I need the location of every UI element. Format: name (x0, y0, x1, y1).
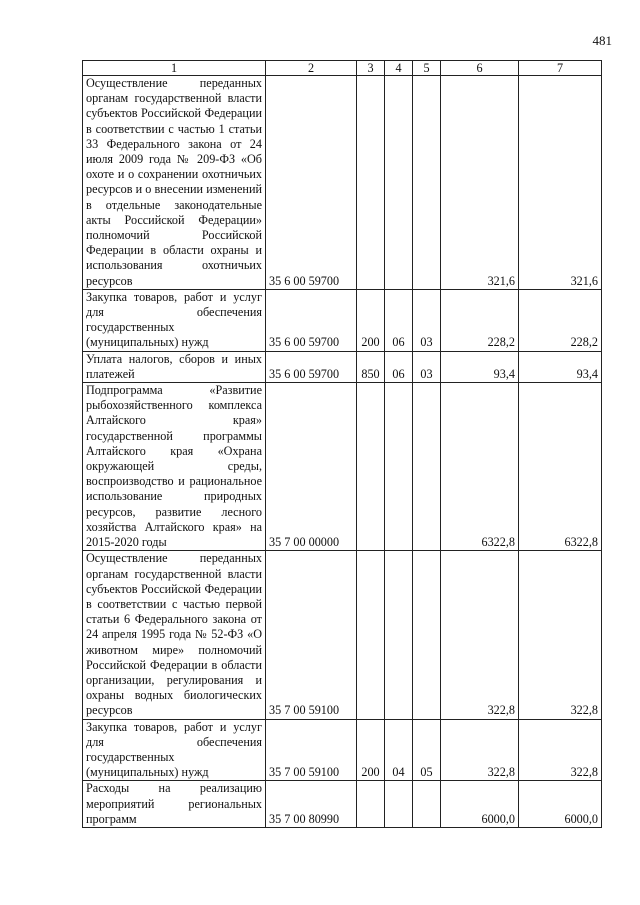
row-code: 35 6 00 59700 (266, 289, 357, 351)
row-pr (413, 383, 441, 551)
table-row (83, 383, 602, 551)
row-pr (413, 781, 441, 828)
row-vr: 850 (357, 351, 385, 382)
row-rz (385, 781, 413, 828)
header-cell: 1 (83, 61, 266, 76)
row-vr: 200 (357, 289, 385, 351)
row-code: 35 7 00 00000 (266, 383, 357, 551)
table-row (83, 289, 602, 351)
row-code: 35 6 00 59700 (266, 76, 357, 290)
table-header-row (83, 61, 602, 76)
row-sum-2: 228,2 (519, 289, 602, 351)
row-sum-1: 322,8 (441, 551, 519, 719)
row-name: Уплата налогов, сборов и иных платежей (83, 351, 266, 382)
header-cell: 6 (441, 61, 519, 76)
row-vr: 200 (357, 719, 385, 781)
row-pr: 03 (413, 289, 441, 351)
row-pr (413, 76, 441, 290)
row-sum-1: 93,4 (441, 351, 519, 382)
row-rz: 06 (385, 351, 413, 382)
row-vr (357, 76, 385, 290)
table-row (83, 351, 602, 382)
row-vr (357, 383, 385, 551)
row-pr: 05 (413, 719, 441, 781)
row-rz (385, 551, 413, 719)
table-row (83, 76, 602, 290)
budget-table (82, 60, 602, 828)
row-pr: 03 (413, 351, 441, 382)
row-sum-1: 322,8 (441, 719, 519, 781)
row-sum-2: 322,8 (519, 551, 602, 719)
row-name: Расходы на реализацию мероприятий региональных программ (83, 781, 266, 828)
table-row (83, 781, 602, 828)
row-rz (385, 383, 413, 551)
row-name: Закупка товаров, работ и услуг для обеспечения государственных (муниципальных) нужд (83, 719, 266, 781)
table-row (83, 719, 602, 781)
row-sum-2: 6322,8 (519, 383, 602, 551)
row-sum-1: 321,6 (441, 76, 519, 290)
header-cell: 4 (385, 61, 413, 76)
row-name: Осуществление переданных органам государственной власти субъектов Российской Федерации в соответствии с частью первой статьи 6 Федерального закона от 24 апреля 1995 года № 52-ФЗ «О животном мире» полномочий Российской Федерации в области организации, регулирования и охраны водных биологических ресурсов (83, 551, 266, 719)
row-rz: 04 (385, 719, 413, 781)
row-name: Осуществление переданных органам государственной власти субъектов Российской Федерации в соответствии с частью 1 статьи 33 Федерального закона от 24 июля 2009 года № 209-ФЗ «Об охоте и о сохранении охотничьих ресурсов и о внесении изменений в отдельные законодательные акты Российской Федерации» полномочий Российской Федерации в области охраны и использования охотничьих ресурсов (83, 76, 266, 290)
header-cell: 3 (357, 61, 385, 76)
row-sum-2: 93,4 (519, 351, 602, 382)
row-rz (385, 76, 413, 290)
row-name: Закупка товаров, работ и услуг для обеспечения государственных (муниципальных) нужд (83, 289, 266, 351)
row-name: Подпрограмма «Развитие рыбохозяйственного комплекса Алтайского края» государственной программы Алтайского края «Охрана окружающей среды, воспроизводство и рациональное использование природных ресурсов, развитие лесного хозяйства Алтайского края» на 2015-2020 годы (83, 383, 266, 551)
row-sum-2: 6000,0 (519, 781, 602, 828)
row-sum-2: 321,6 (519, 76, 602, 290)
row-sum-1: 228,2 (441, 289, 519, 351)
page-number: 481 (592, 33, 612, 48)
row-sum-1: 6322,8 (441, 383, 519, 551)
row-pr (413, 551, 441, 719)
row-sum-1: 6000,0 (441, 781, 519, 828)
row-code: 35 7 00 80990 (266, 781, 357, 828)
row-code: 35 6 00 59700 (266, 351, 357, 382)
row-code: 35 7 00 59100 (266, 551, 357, 719)
row-vr (357, 781, 385, 828)
row-code: 35 7 00 59100 (266, 719, 357, 781)
row-vr (357, 551, 385, 719)
header-cell: 7 (519, 61, 602, 76)
row-sum-2: 322,8 (519, 719, 602, 781)
header-cell: 5 (413, 61, 441, 76)
row-rz: 06 (385, 289, 413, 351)
table-row (83, 551, 602, 719)
header-cell: 2 (266, 61, 357, 76)
